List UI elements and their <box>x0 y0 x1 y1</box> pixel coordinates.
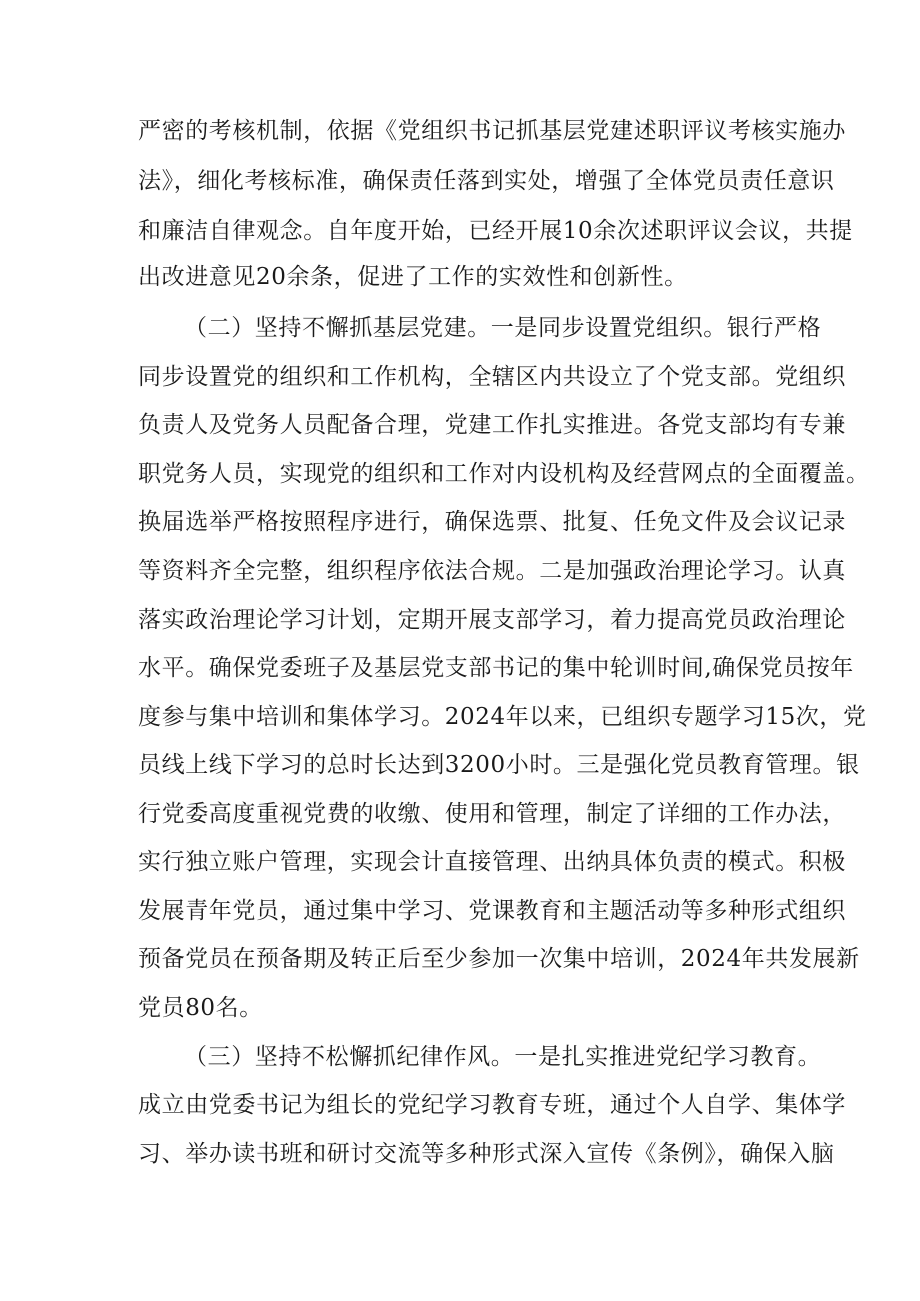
text-line: 换届选举严格按照程序进行，确保选票、批复、任免文件及会议记录 <box>138 509 846 535</box>
text-line: 预备党员在预备期及转正后至少参加一次集中培训，2024年共发展新 <box>138 946 860 972</box>
text-line: 习、举办读书班和研讨交流等多种形式深入宣传《条例》，确保入脑 <box>138 1141 835 1167</box>
text-line: 同步设置党的组织和工作机构，全辖区内共设立了个党支部。党组织 <box>138 364 846 390</box>
text-line: 和廉洁自律观念。自年度开始，已经开展10余次述职评议会议，共提 <box>138 218 853 244</box>
text-line: 度参与集中培训和集体学习。2024年以来，已组织专题学习15次，党 <box>138 704 867 730</box>
text-line: 行党委高度重视党费的收缴、使用和管理，制定了详细的工作办法， <box>138 801 846 827</box>
text-line: 水平。确保党委班子及基层党支部书记的集中轮训时间,确保党员按年 <box>138 655 854 681</box>
text-line: 成立由党委书记为组长的党纪学习教育专班，通过个人自学、集体学 <box>138 1092 846 1118</box>
text-line: 落实政治理论学习计划，定期开展支部学习，着力提高党员政治理论 <box>138 607 846 633</box>
text-line: 法》，细化考核标准，确保责任落到实处，增强了全体党员责任意识 <box>138 168 835 194</box>
text-line: 严密的考核机制，依据《党组织书记抓基层党建述职评议考核实施办 <box>138 118 846 144</box>
paragraph-heading-line: （三）坚持不松懈抓纪律作风。一是扎实推进党纪学习教育。 <box>184 1044 822 1070</box>
text-line: 等资料齐全完整，组织程序依法合规。二是加强政治理论学习。认真 <box>138 558 846 584</box>
text-line: 出改进意见20余条，促进了工作的实效性和创新性。 <box>138 264 688 290</box>
text-line: 实行独立账户管理，实现会计直接管理、出纳具体负责的模式。积极 <box>138 849 846 875</box>
paragraph-heading-line: （二）坚持不懈抓基层党建。一是同步设置党组织。银行严格 <box>184 315 822 341</box>
text-line: 职党务人员，实现党的组织和工作对内设机构及经营网点的全面覆盖。 <box>138 461 870 487</box>
text-line: 负责人及党务人员配备合理，党建工作扎实推进。各党支部均有专兼 <box>138 412 846 438</box>
text-line: 党员80名。 <box>138 995 263 1021</box>
text-line: 员线上线下学习的总时长达到3200小时。三是强化党员教育管理。银 <box>138 752 860 778</box>
text-line: 发展青年党员，通过集中学习、党课教育和主题活动等多种形式组织 <box>138 898 846 924</box>
